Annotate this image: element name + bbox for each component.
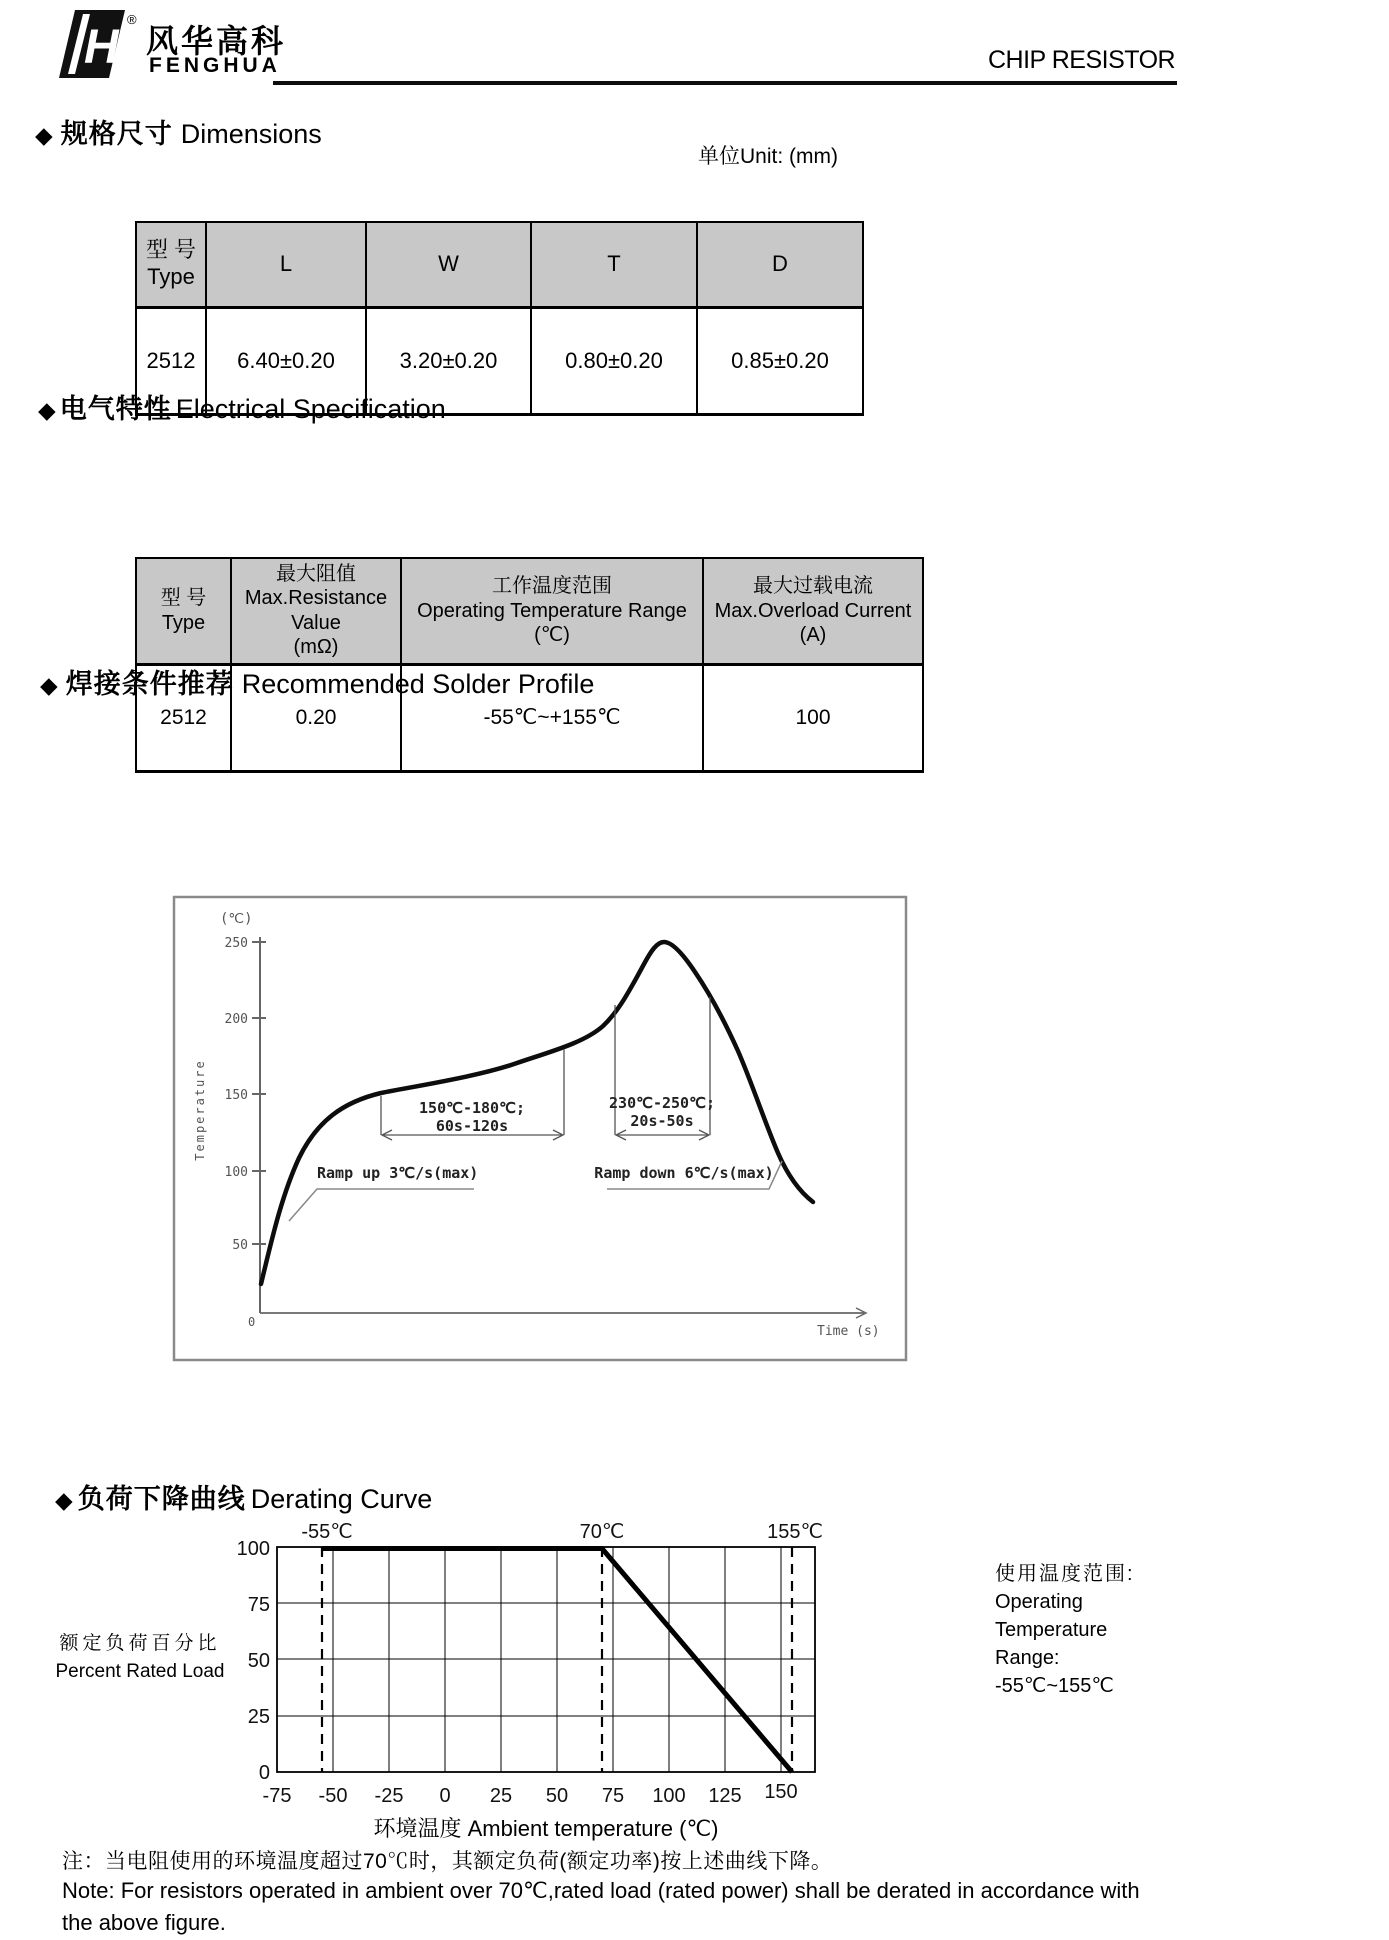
tick-200: 200 [224,1012,248,1027]
cell-l: 6.40±0.20 [206,307,366,414]
y-tick-labels [237,1538,270,1784]
y-axis-title: Temperature [193,1059,207,1161]
logo-letter: H [84,21,119,74]
cell-d: 0.85±0.20 [697,307,863,414]
derating-y-axis-title [45,1630,235,1685]
header-cell-temp-range [401,558,703,664]
tick-150: 150 [224,1088,248,1103]
header-cell-type [136,222,206,307]
section-heading-solder-profile [40,662,594,701]
header-cell-l: L [206,222,366,307]
section-title-cn: 规格尺寸 [60,119,173,149]
header-res-unit: (mΩ) [293,636,339,659]
header-cur-cn: 最大过载电流 [753,575,873,598]
derating-x-axis-title: 环境温度 Ambient temperature (℃) [373,1816,719,1841]
section-title-cn: 电气特性 [59,394,172,424]
x-tick: 50 [545,1785,569,1807]
header-cell-type [136,558,231,664]
x-tick: 150 [764,1781,798,1803]
header-cell-d: D [697,222,863,307]
header-cell-w: W [366,222,531,307]
soak-zone-time-label: 60s-120s [435,1117,509,1135]
header-divider [273,81,1177,85]
tick-100: 100 [224,1165,248,1180]
y-title-en: Percent Rated Load [55,1660,225,1682]
side-note-line: Temperature [995,1619,1108,1641]
cell-type: 2512 [136,307,206,414]
cell-w: 3.20±0.20 [366,307,531,414]
x-tick: -25 [374,1785,404,1807]
header-cell-t: T [531,222,697,307]
operating-range-note [995,1560,1135,1700]
section-title-en: Recommended Solder Profile [241,669,595,699]
tick-250: 250 [224,936,248,951]
x-tick: 25 [489,1785,513,1807]
soak-zone-temp-label: 150℃-180℃; [419,1099,525,1117]
header-cur-unit: (A) [799,623,827,646]
note-en-line1: Note: For resistors operated in ambient over 70℃,rated load (rated power) shall be derated in accordance with [62,1878,1140,1903]
diamond-bullet-icon: ◆ [38,397,56,423]
section-title-en: Derating Curve [250,1484,433,1514]
header-type-en: Type [161,611,206,634]
header-cur-en: Max.Overload Current [714,599,912,622]
label-cold: -55℃ [301,1521,353,1543]
reflow-zone-time-label: 20s-50s [630,1112,694,1130]
derating-curve-chart [230,1518,890,1818]
diamond-bullet-icon: ◆ [55,1487,73,1513]
cell-temp-range: -55℃~+155℃ [401,664,703,771]
x-tick: 100 [652,1785,686,1807]
brand-name-cn: 风华高科 [146,23,287,59]
top-labels [301,1521,823,1543]
header-type-cn: 型 号 [160,587,207,610]
y-tick: 100 [236,1538,270,1560]
cell-type: 2512 [136,664,231,771]
tick-50: 50 [232,1238,248,1253]
header-res-cn: 最大阻值 [276,562,356,585]
x-tick: -75 [262,1785,292,1807]
dimensions-table-header-row [136,222,863,307]
y-tick: 50 [247,1650,270,1672]
y-tick: 0 [258,1762,270,1784]
y-tick: 25 [247,1706,270,1728]
unit-label: 单位Unit: (mm) [698,145,838,168]
diamond-bullet-icon: ◆ [40,672,58,698]
section-title-cn: 焊接条件推荐 [65,669,234,699]
x-tick: 125 [708,1785,742,1807]
note-en-line2: the above figure. [62,1910,226,1935]
reflow-zone-temp-label: 230℃-250℃; [609,1094,715,1112]
y-unit-label: (℃) [220,911,253,927]
side-note-line: 使用温度范围: [995,1563,1135,1585]
section-heading-dimensions [35,112,322,151]
section-title-en: Dimensions [180,119,322,149]
diamond-bullet-icon: ◆ [35,122,53,148]
page-title: CHIP RESISTOR [988,46,1176,74]
ramp-down-label: Ramp down 6℃/s(max) [594,1164,774,1182]
section-title-cn: 负荷下降曲线 [77,1484,246,1514]
fenghua-logo-icon [57,8,127,80]
section-heading-electrical [38,387,446,426]
header-type-en: Type [147,264,195,290]
side-note-line: Operating [995,1591,1083,1613]
header-res-en2: Value [291,611,341,634]
label-knee: 70℃ [579,1521,625,1543]
y-tick: 75 [247,1594,270,1616]
header-res-en1: Max.Resistance [244,587,388,610]
header-temp-unit: (℃) [534,623,570,646]
x-axis-title: Time (s) [817,1324,880,1339]
label-max: 155℃ [767,1521,823,1543]
x-tick: 0 [439,1785,451,1807]
grid-lines [277,1547,815,1772]
brand-name-en: FENGHUA [149,54,281,77]
header-temp-cn: 工作温度范围 [492,575,612,598]
solder-profile-chart [172,895,908,1362]
ramp-up-label: Ramp up 3℃/s(max) [317,1164,479,1182]
header-cell-resistance [231,558,401,664]
y-title-cn: 额定负荷百分比 [59,1633,221,1654]
registered-mark: ® [127,12,137,27]
electrical-table-header-row [136,558,923,664]
note-cn: 注：当电阻使用的环境温度超过70℃时，其额定负荷(额定功率)按上述曲线下降。 [62,1850,833,1873]
x-tick: -50 [318,1785,348,1807]
section-heading-derating [55,1477,432,1516]
header-temp-en: Operating Temperature Range [417,599,687,622]
header-cell-overload [703,558,923,664]
cell-t: 0.80±0.20 [531,307,697,414]
x-tick: 75 [601,1785,625,1807]
side-note-line: -55℃~155℃ [995,1675,1114,1697]
header-type-cn: 型 号 [145,237,197,263]
chart-frame [174,897,906,1360]
side-note-line: Range: [995,1647,1060,1669]
x-tick-labels [263,1781,798,1807]
section-title-en: Electrical Specification [175,394,446,424]
cell-resistance: 0.20 [231,664,401,771]
origin-label: 0 [248,1315,256,1329]
cell-overload-current: 100 [703,664,923,771]
